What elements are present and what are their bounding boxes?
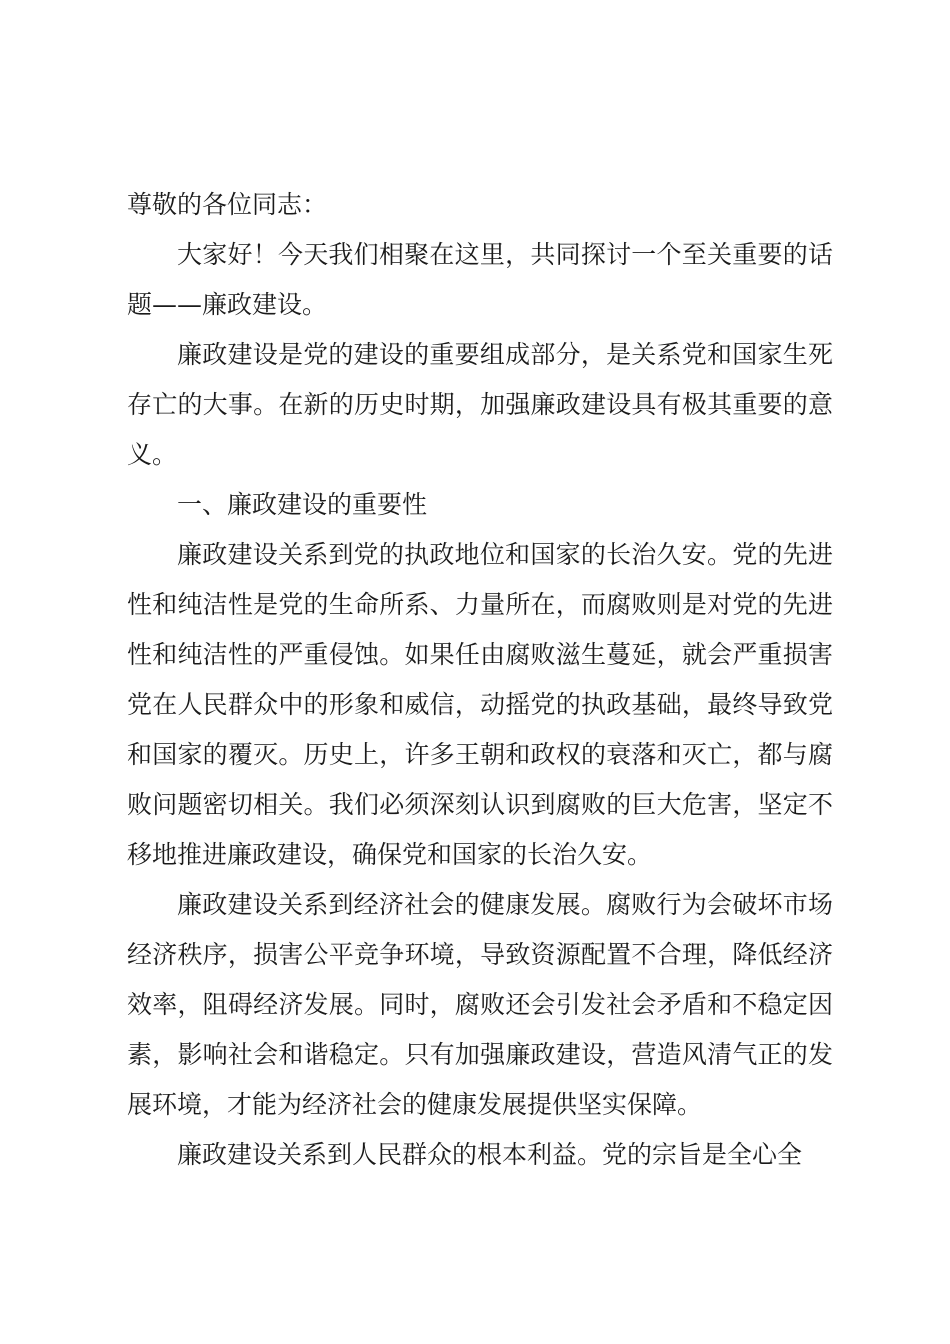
paragraph-greeting: 大家好！今天我们相聚在这里，共同探讨一个至关重要的话题——廉政建设。 xyxy=(127,240,833,319)
salutation: 尊敬的各位同志： xyxy=(127,190,328,219)
paragraph-economy: 廉政建设关系到经济社会的健康发展。腐败行为会破坏市场经济秩序，损害公平竞争环境，导致资源配置不合理，降低经济效率，阻碍经济发展。同时，腐败还会引发社会矛盾和不稳定因素，影响社会和谐稳定。只有加强廉政建设，营造风清气正的发展环境，才能为经济社会的健康发展提供坚实保障。 xyxy=(127,890,833,1119)
document-body xyxy=(127,180,833,1180)
section-heading: 一、廉政建设的重要性 xyxy=(177,490,428,519)
paragraph-governance: 廉政建设关系到党的执政地位和国家的长治久安。党的先进性和纯洁性是党的生命所系、力量所在，而腐败则是对党的先进性和纯洁性的严重侵蚀。如果任由腐败滋生蔓延，就会严重损害党在人民群众中的形象和威信，动摇党的执政基础，最终导致党和国家的覆灭。历史上，许多王朝和政权的衰落和灭亡，都与腐败问题密切相关。我们必须深刻认识到腐败的巨大危害，坚定不移地推进廉政建设，确保党和国家的长治久安。 xyxy=(127,540,833,869)
paragraph-people: 廉政建设关系到人民群众的根本利益。党的宗旨是全心全 xyxy=(177,1140,803,1169)
paragraph-intro: 廉政建设是党的建设的重要组成部分，是关系党和国家生死存亡的大事。在新的历史时期，加强廉政建设具有极其重要的意义。 xyxy=(127,340,833,469)
